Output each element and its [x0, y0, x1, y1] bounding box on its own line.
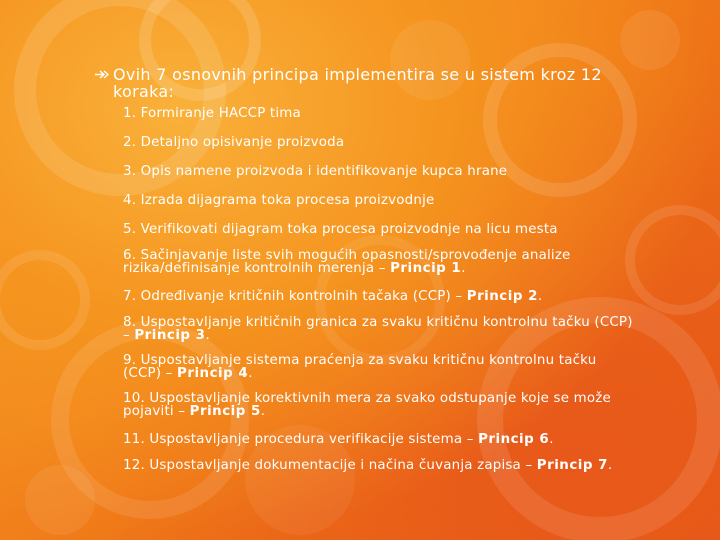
- principle-label: Princip 7: [536, 458, 608, 473]
- step-text: 4. Izrada dijagrama toka procesa proizvodnje: [123, 193, 435, 208]
- list-item: [123, 133, 636, 149]
- step-text: 2. Detaljno opisivanje proizvoda: [123, 135, 345, 150]
- list-item: [123, 287, 636, 303]
- step-end: .: [549, 432, 554, 447]
- step-text: 6. Sačinjavanje liste svih mogućih opasnosti/sprovođenje analize rizika/definisanje kontrolnih merenja –: [123, 248, 571, 276]
- step-text: 10. Uspostavljanje korektivnih mera za svako odstupanje koje se može pojaviti –: [123, 391, 611, 419]
- step-end: .: [205, 328, 210, 343]
- step-text: 5. Verifikovati dijagram toka procesa proizvodnje na licu mesta: [123, 222, 558, 237]
- list-item: [123, 392, 636, 418]
- step-text: 9. Uspostavljanje sistema praćenja za svaku kritičnu kontrolnu tačku (CCP) –: [123, 353, 597, 381]
- principle-label: Princip 1: [390, 261, 462, 276]
- list-item: [123, 162, 636, 178]
- list-item: [123, 354, 636, 380]
- slide-body: [96, 66, 636, 484]
- principle-label: Princip 2: [466, 289, 538, 304]
- principle-label: Princip 5: [189, 404, 261, 419]
- principle-label: Princip 6: [478, 432, 550, 447]
- list-item: [123, 220, 636, 236]
- lead-bullet: [96, 66, 636, 100]
- step-text: 12. Uspostavljanje dokumentacije i načina čuvanja zapisa –: [123, 458, 537, 473]
- step-end: .: [537, 289, 543, 304]
- lead-text: Ovih 7 osnovnih principa implementira se u sistem kroz 12 koraka:: [113, 65, 602, 101]
- step-text: 1. Formiranje HACCP tima: [123, 106, 301, 121]
- step-text: 3. Opis namene proizvoda i identifikovanje kupca hrane: [123, 164, 508, 179]
- step-end: .: [260, 404, 266, 419]
- list-item: [123, 249, 636, 275]
- step-text: 7. Određivanje kritičnih kontrolnih tačaka (CCP) –: [123, 289, 467, 304]
- steps-list: [96, 104, 636, 472]
- arrow-bullet-icon: [94, 69, 110, 80]
- step-text: 11. Uspostavljanje procedura verifikacije sistema –: [123, 432, 479, 447]
- principle-label: Princip 3: [134, 328, 206, 343]
- step-end: .: [461, 261, 466, 276]
- list-item: [123, 104, 636, 120]
- step-end: .: [607, 458, 613, 473]
- list-item: [123, 459, 636, 472]
- principle-label: Princip 4: [177, 366, 249, 381]
- list-item: [123, 191, 636, 207]
- list-item: [123, 430, 636, 446]
- step-end: .: [248, 366, 253, 381]
- step-text: 8. Uspostavljanje kritičnih granica za svaku kritičnu kontrolnu tačku (CCP) –: [123, 315, 633, 343]
- list-item: [123, 316, 636, 342]
